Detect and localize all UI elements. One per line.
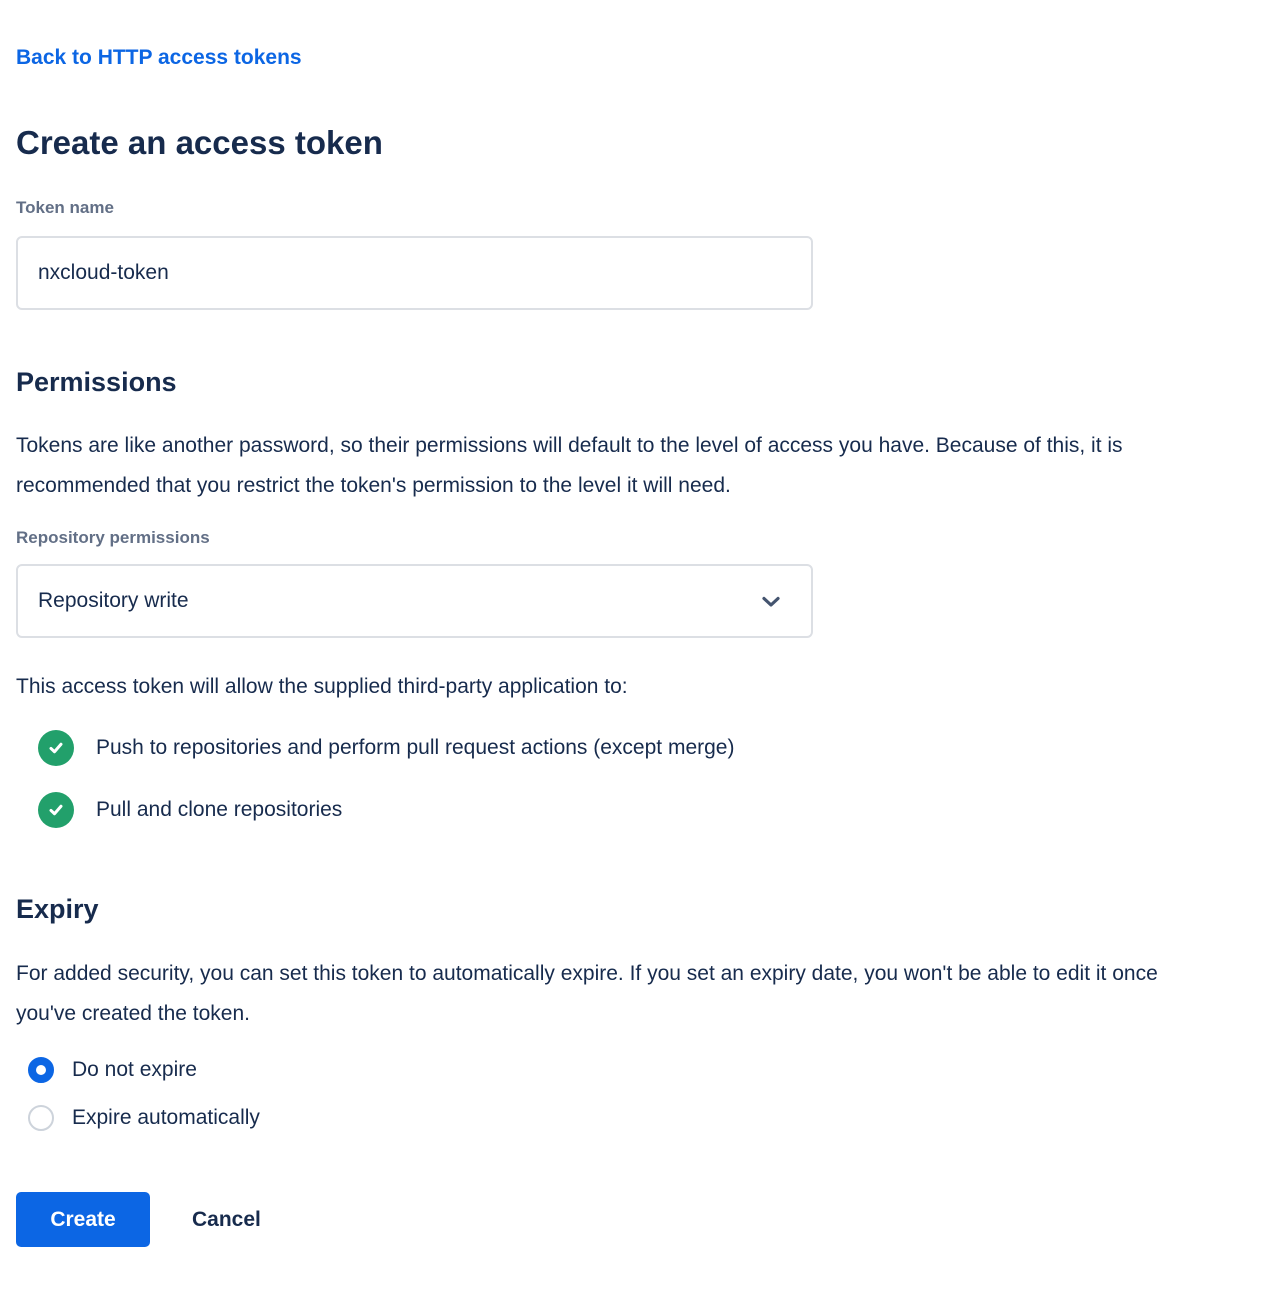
cancel-button[interactable]: Cancel — [192, 1207, 261, 1231]
token-allow-intro: This access token will allow the supplied third-party application to: — [16, 675, 628, 698]
permissions-description: Tokens are like another password, so their permissions will default to the level of access you have. Because of this, it is recommended that you restrict the token's permission to the level it will need. — [16, 434, 1123, 497]
expiry-radio-group — [16, 1056, 1258, 1132]
permissions-heading: Permissions — [16, 367, 177, 397]
expiry-description: For added security, you can set this token to automatically expire. If you set an expiry date, you won't be able to edit it once you've created the token. — [16, 962, 1158, 1025]
capability-item — [38, 792, 1258, 828]
radio-option-expire-automatically[interactable] — [28, 1104, 1258, 1132]
radio-selected-icon[interactable] — [28, 1057, 54, 1083]
page-title: Create an access token — [16, 124, 383, 161]
token-name-label: Token name — [16, 198, 114, 217]
capabilities-list — [16, 730, 1258, 828]
radio-unselected-icon[interactable] — [28, 1105, 54, 1131]
expiry-heading: Expiry — [16, 894, 99, 924]
form-actions — [16, 1192, 1258, 1247]
create-button[interactable]: Create — [16, 1192, 150, 1247]
chevron-down-icon — [759, 589, 783, 613]
capability-label: Push to repositories and perform pull request actions (except merge) — [96, 736, 735, 759]
check-icon — [38, 792, 74, 828]
back-to-http-access-tokens-link[interactable]: Back to HTTP access tokens — [16, 46, 302, 69]
capability-item — [38, 730, 1258, 766]
repository-permissions-select[interactable] — [16, 564, 813, 638]
repository-permissions-selected-value: Repository write — [38, 589, 189, 612]
check-icon — [38, 730, 74, 766]
repository-permissions-label: Repository permissions — [16, 528, 210, 547]
token-name-input[interactable] — [16, 236, 813, 310]
radio-option-do-not-expire[interactable] — [28, 1056, 1258, 1084]
radio-label: Expire automatically — [72, 1106, 260, 1129]
capability-label: Pull and clone repositories — [96, 798, 343, 821]
radio-label: Do not expire — [72, 1058, 197, 1081]
